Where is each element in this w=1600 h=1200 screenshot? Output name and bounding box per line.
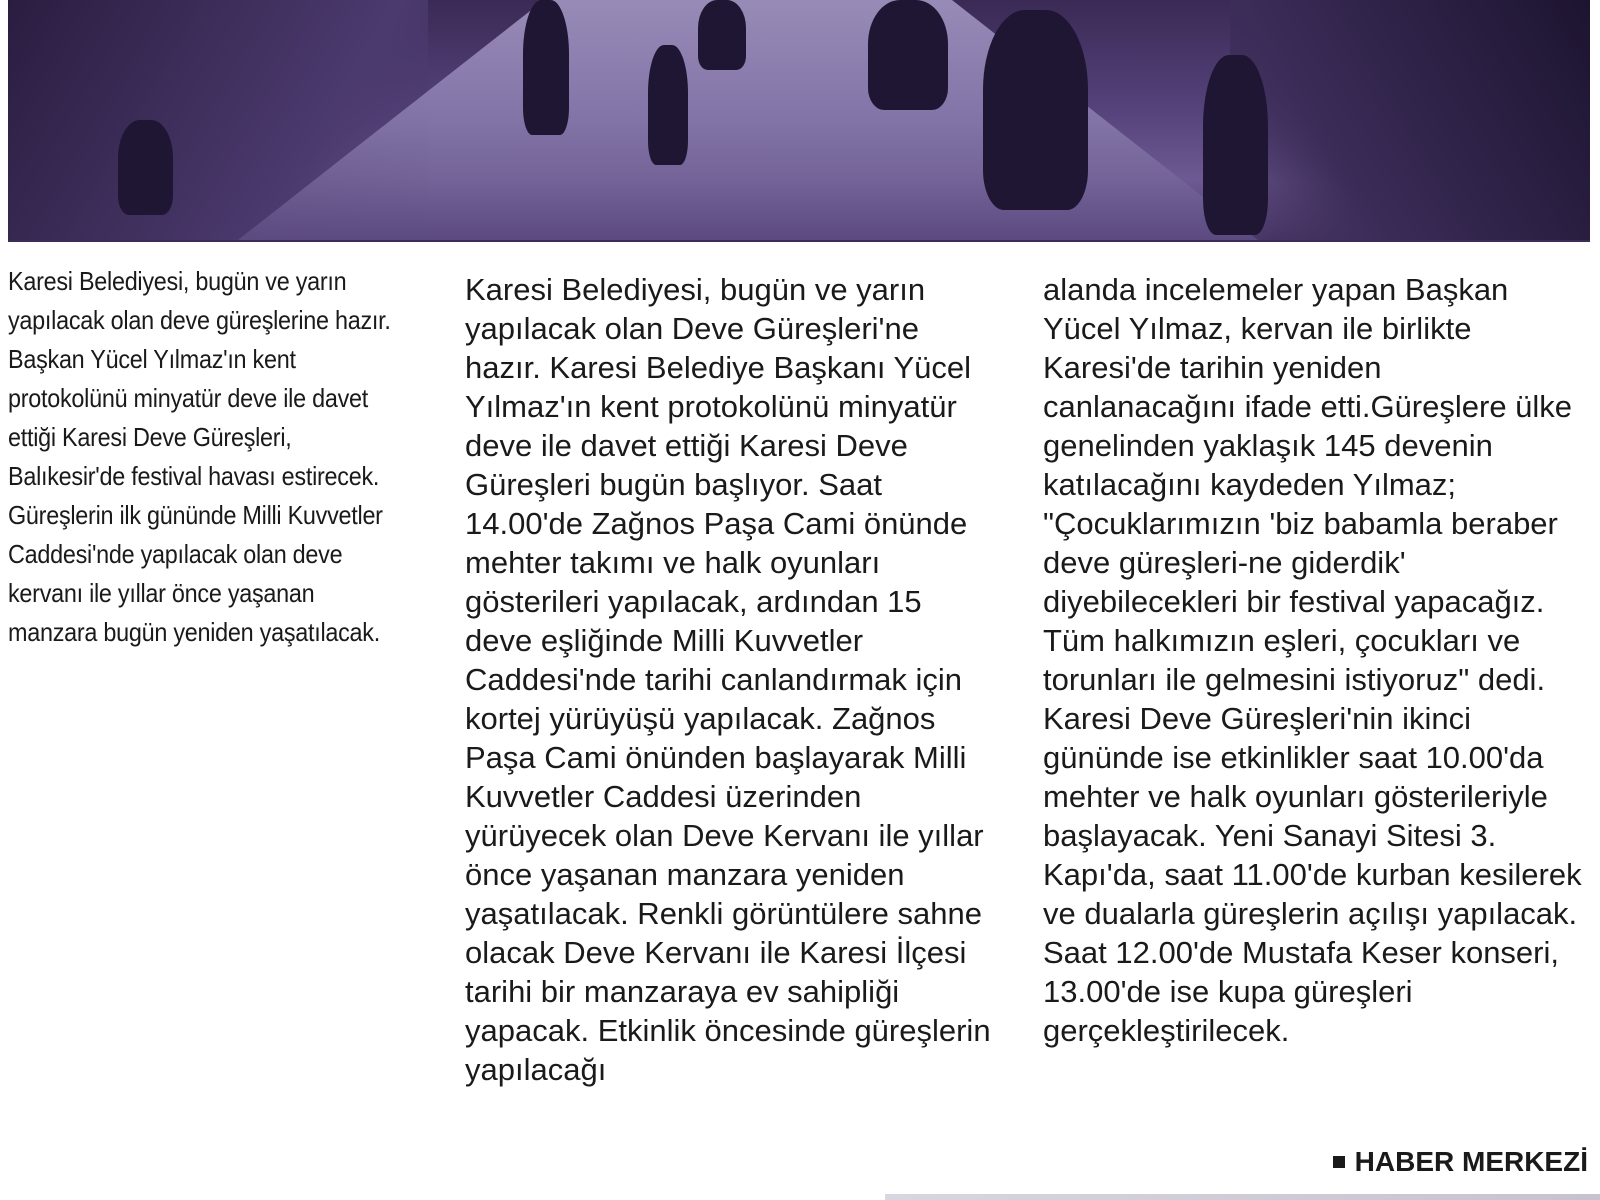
adjacent-clipping-edge — [885, 1194, 1600, 1200]
photo-right-verge — [1230, 0, 1590, 240]
photo-camel — [983, 10, 1088, 210]
photo-figure — [648, 45, 688, 165]
camel-caravan-photo — [8, 0, 1590, 242]
article-column-2: alanda incelemeler yapan Başkan Yücel Yılmaz, kervan ile birlikte Karesi'de tarihin yeniden canlanacağını ifade etti.Güreşlere ülke genelinden yaklaşık 145 devenin katılacağını kaydeden Yılmaz; "Çocuklarımızın 'biz babamla beraber deve güreşleri-ne giderdik' diyebilecekleri bir festival yapacağız. Tüm halkımızın eşleri, çocukları ve torunları ile gelmesini istiyoruz" dedi. Karesi Deve Güreşleri'nin ikinci gününde ise etkinlikler saat 10.00'da mehter ve halk oyunları gösterileriyle başlayacak. Yeni Sanayi Sitesi 3. Kapı'da, saat 11.00'de kurban kesilerek ve dualarla güreşlerin açılışı yapılacak. Saat 12.00'de Mustafa Keser konseri, 13.00'de ise kupa güreşleri gerçekleştirilecek. — [1043, 272, 1582, 1048]
photo-figure — [523, 0, 569, 135]
photo-figure — [1203, 55, 1268, 235]
square-bullet-icon — [1333, 1156, 1345, 1168]
photo-caption: Karesi Belediyesi, bugün ve yarın yapılacak olan deve güreşlerine hazır. Başkan Yücel Yılmaz'ın kent protokolünü minyatür deve ile davet ettiği Karesi Deve Güreşleri, Balıkesir'de festival havası estirecek. Güreşlerin ilk gününde Milli Kuvvetler Caddesi'nde yapılacak olan deve kervanı ile yıllar önce yaşanan manzara bugün yeniden yaşatılacak. — [8, 266, 391, 647]
article-column-1: Karesi Belediyesi, bugün ve yarın yapılacak olan Deve Güreşleri'ne hazır. Karesi Belediye Başkanı Yücel Yılmaz'ın kent protokolünü minyatür deve ile davet ettiği Karesi Deve Güreşleri bugün başlıyor. Saat 14.00'de Zağnos Paşa Cami önünde mehter takımı ve halk oyunları gösterileri yapılacak, ardından 15 deve eşliğinde Milli Kuvvetler Caddesi'nde tarihi canlandırmak için kortej yürüyüşü yapılacak. Zağnos Paşa Cami önünden başlayarak Milli Kuvvetler Caddesi üzerinden yürüyecek olan Deve Kervanı ile yıllar önce yaşanan manzara yeniden yaşatılacak. Renkli görüntülere sahne olacak Deve Kervanı ile Karesi İlçesi tarihi bir manzaraya ev sahipliği yapacak. Etkinlik öncesinde güreşlerin yapılacağı — [465, 272, 991, 1087]
byline-text: HABER MERKEZİ — [1354, 1146, 1588, 1177]
photo-camel — [868, 0, 948, 110]
photo-figure — [698, 0, 746, 70]
photo-figure — [118, 120, 173, 215]
byline — [1333, 1146, 1588, 1178]
